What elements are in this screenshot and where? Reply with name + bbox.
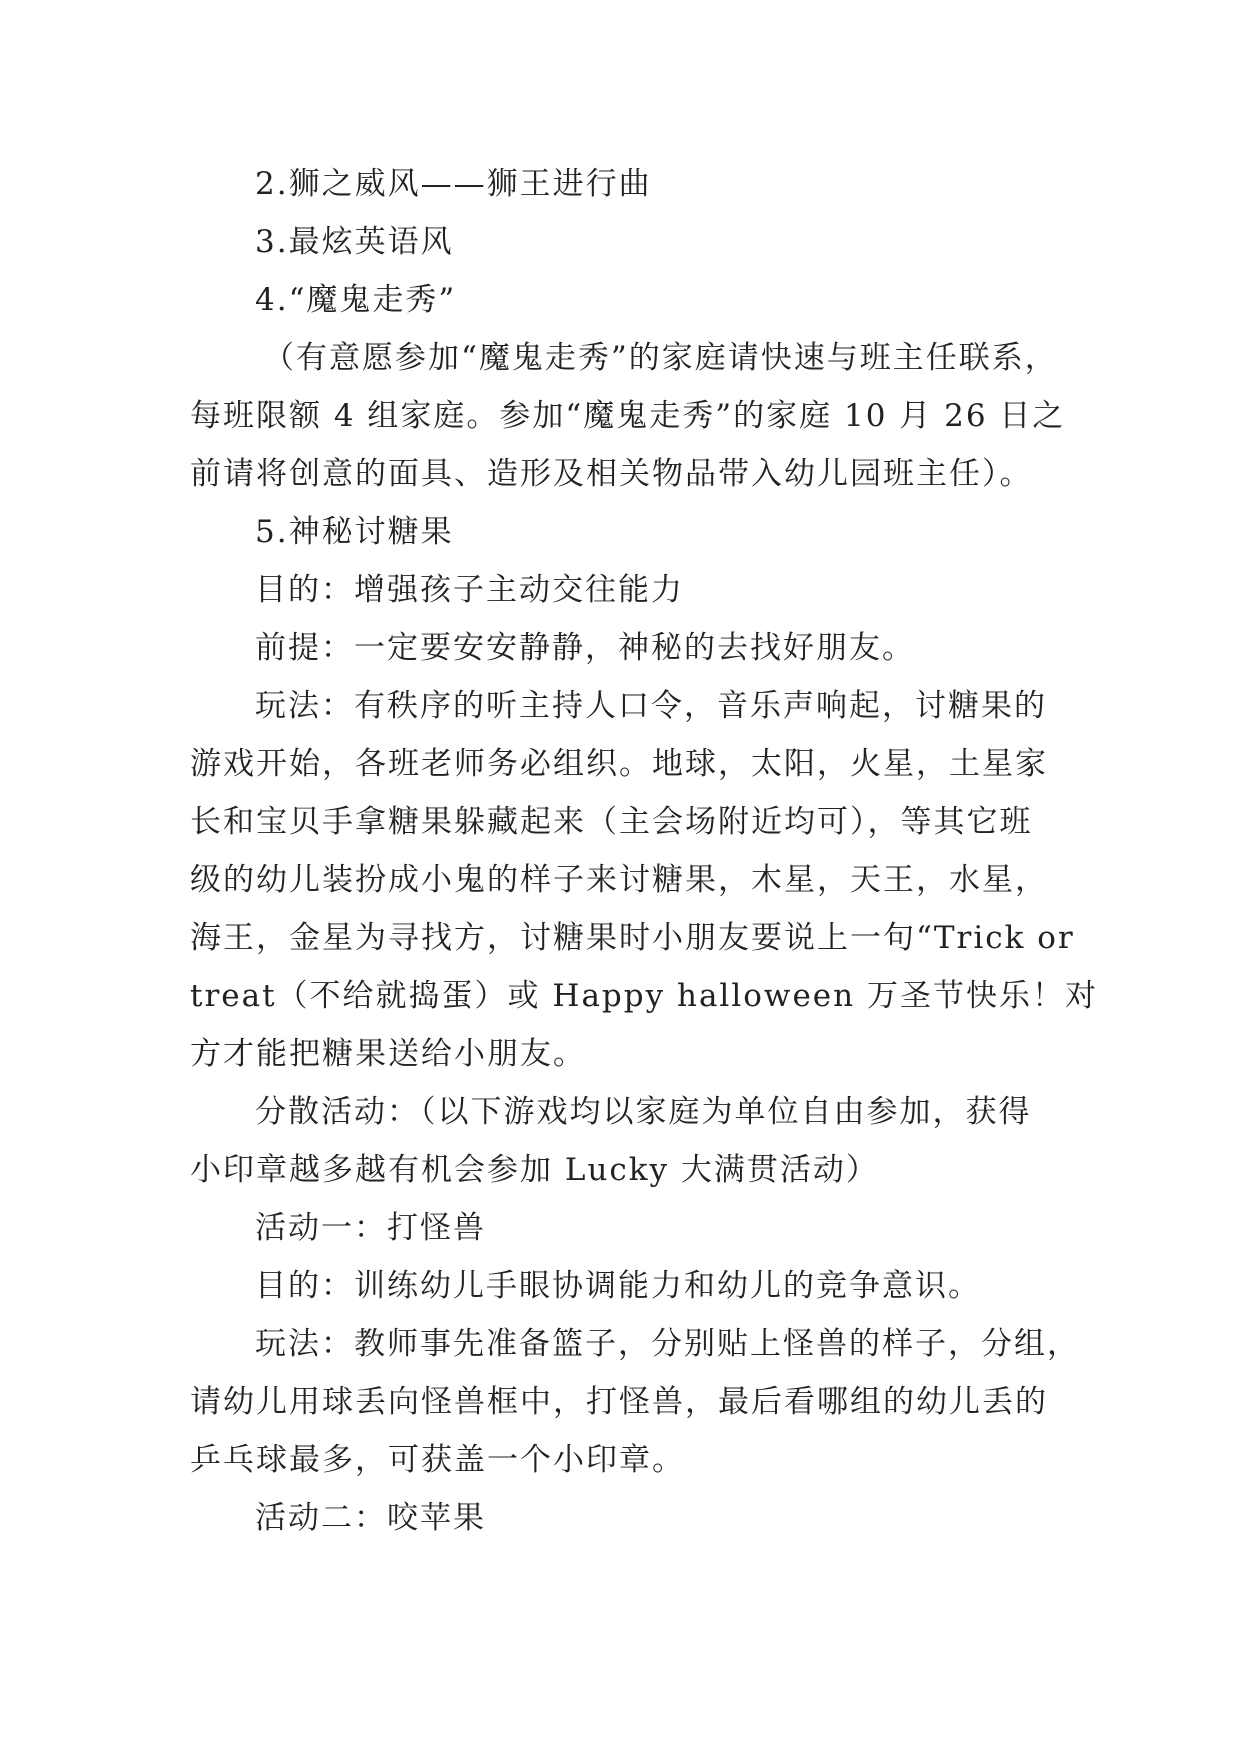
text-line: 前请将创意的面具、造形及相关物品带入幼儿园班主任）。 <box>190 456 1033 492</box>
text-line: 2.狮之威风——狮王进行曲 <box>255 166 652 202</box>
text-line: 玩法：有秩序的听主持人口令，音乐声响起，讨糖果的 <box>255 688 1047 724</box>
text-line: 请幼儿用球丢向怪兽框中，打怪兽，最后看哪组的幼儿丢的 <box>190 1384 1048 1420</box>
text-line: treat（不给就捣蛋）或 Happy halloween 万圣节快乐！对 <box>190 978 1098 1014</box>
text-line: 活动二：咬苹果 <box>255 1500 486 1536</box>
text-line: 乒乓球最多，可获盖一个小印章。 <box>190 1442 685 1478</box>
text-line: 长和宝贝手拿糖果躲藏起来（主会场附近均可），等其它班 <box>190 804 1033 840</box>
text-line: 前提：一定要安安静静，神秘的去找好朋友。 <box>255 630 915 666</box>
text-line: 玩法：教师事先准备篮子，分别贴上怪兽的样子，分组， <box>255 1326 1080 1362</box>
text-line: 4.“魔鬼走秀” <box>255 282 457 318</box>
text-line: 3.最炫英语风 <box>255 224 454 260</box>
text-line: 目的：增强孩子主动交往能力 <box>255 572 684 608</box>
text-line: 级的幼儿装扮成小鬼的样子来讨糖果，木星，天王，水星， <box>190 862 1048 898</box>
text-line: 5.神秘讨糖果 <box>255 514 454 550</box>
text-line: 每班限额 4 组家庭。参加“魔鬼走秀”的家庭 10 月 26 日之 <box>190 398 1066 434</box>
text-line: （有意愿参加“魔鬼走秀”的家庭请快速与班主任联系， <box>263 340 1058 376</box>
text-line: 分散活动：（以下游戏均以家庭为单位自由参加，获得 <box>255 1094 1032 1130</box>
text-line: 海王，金星为寻找方，讨糖果时小朋友要说上一句“Trick or <box>190 920 1075 956</box>
text-line: 方才能把糖果送给小朋友。 <box>190 1036 586 1072</box>
text-line: 小印章越多越有机会参加 Lucky 大满贯活动） <box>190 1152 879 1188</box>
text-line: 游戏开始，各班老师务必组织。地球，太阳，火星，土星家 <box>190 746 1048 782</box>
text-line: 目的：训练幼儿手眼协调能力和幼儿的竞争意识。 <box>255 1268 981 1304</box>
text-line: 活动一：打怪兽 <box>255 1210 486 1246</box>
